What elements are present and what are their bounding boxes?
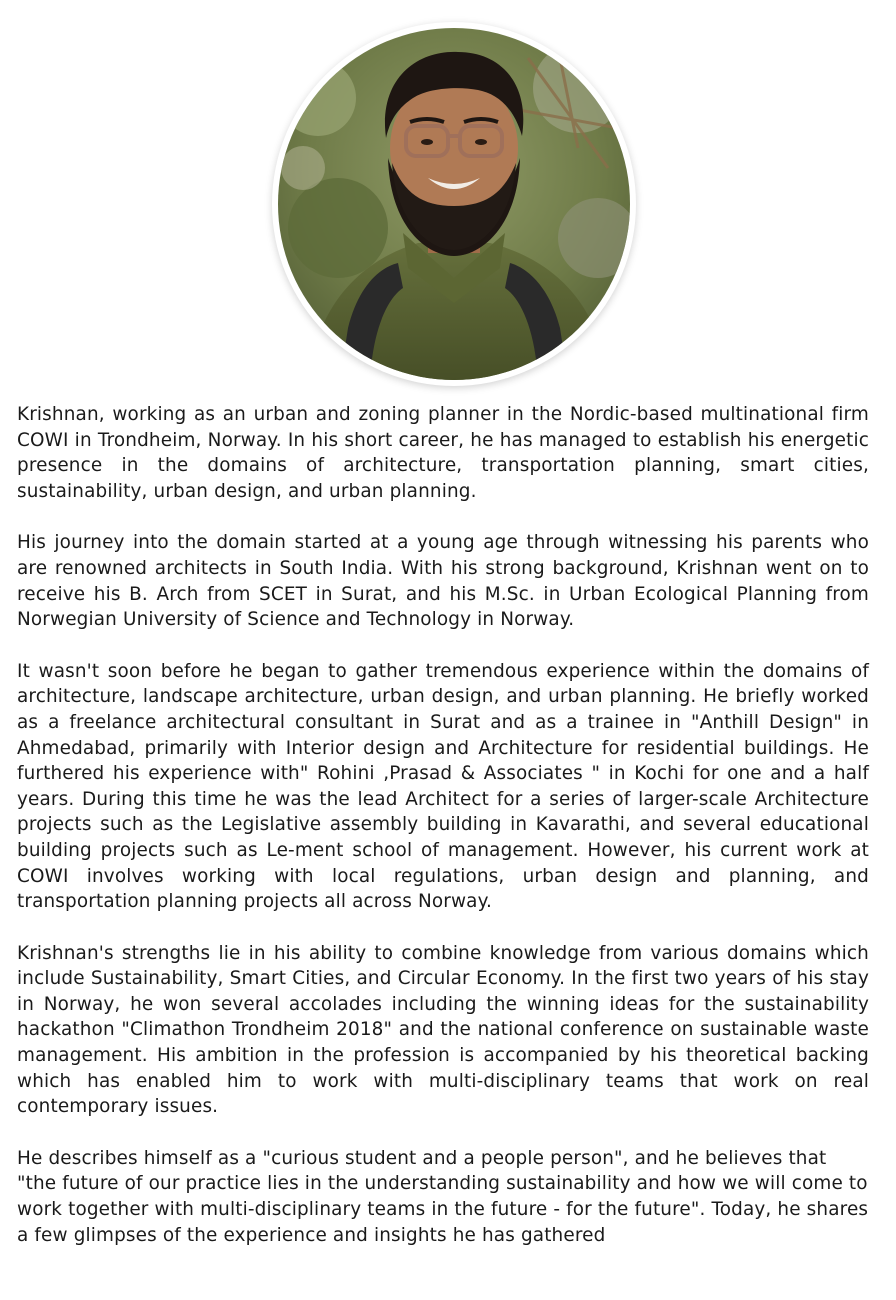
portrait-photo-icon (278, 28, 630, 380)
bio-paragraph-2: His journey into the domain started at a young age through witnessing his parents who are renowned architects in South India. With his strong background, Krishnan went on to receive his B. Arch from SCET in Surat, and his M.Sc. in Urban Ecological Planning from Norwegian University of Science and Technology in Norway. (17, 532, 869, 631)
profile-photo (278, 28, 630, 380)
bio-paragraph-5: He describes himself as a "curious student and a people person", and he believes that "the future of our practice lies in the understanding sustainability and how we will come to work together with multi-disciplinary teams in the future - for the future". Today, he shares a few glimpses of the experience and insights he has gathered (17, 1147, 869, 1246)
bio-paragraph-3: It wasn't soon before he began to gather tremendous experience within the domains of architecture, landscape architecture, urban design, and urban planning. He briefly worked as a freelance architectural consultant in Surat and as a trainee in "Anthill Design" in Ahmedabad, primarily with Interior design and Architecture for residential buildings. He furthered his experience with" Rohini ,Prasad & Associates " in Kochi for one and a half years. During this time he was the lead Architect for a series of larger-scale Architecture projects such as the Legislative assembly building in Kavarathi, and several educational building projects such as Le-ment school of management. However, his current work at COWI involves working with local regulations, urban design and planning, and transportation planning projects all across Norway. (17, 660, 869, 913)
bio-paragraph-1: Krishnan, working as an urban and zoning planner in the Nordic-based multinational firm COWI in Trondheim, Norway. In his short career, he has managed to establish his energetic presence in the domains of architecture, transportation planning, smart cities, sustainability, urban design, and urban planning. (17, 404, 869, 502)
bio-paragraph-4: Krishnan's strengths lie in his ability to combine knowledge from various domains which include Sustainability, Smart Cities, and Circular Economy. In the first two years of his stay in Norway, he won several accolades including the winning ideas for the sustainability hackathon "Climathon Trondheim 2018" and the national conference on sustainable waste management. His ambition in the profession is accompanied by his theoretical backing which has enabled him to work with multi-disciplinary teams that work on real contemporary issues. (17, 942, 869, 1118)
profile-photo-frame (272, 22, 636, 386)
bio-text (17, 402, 869, 1274)
